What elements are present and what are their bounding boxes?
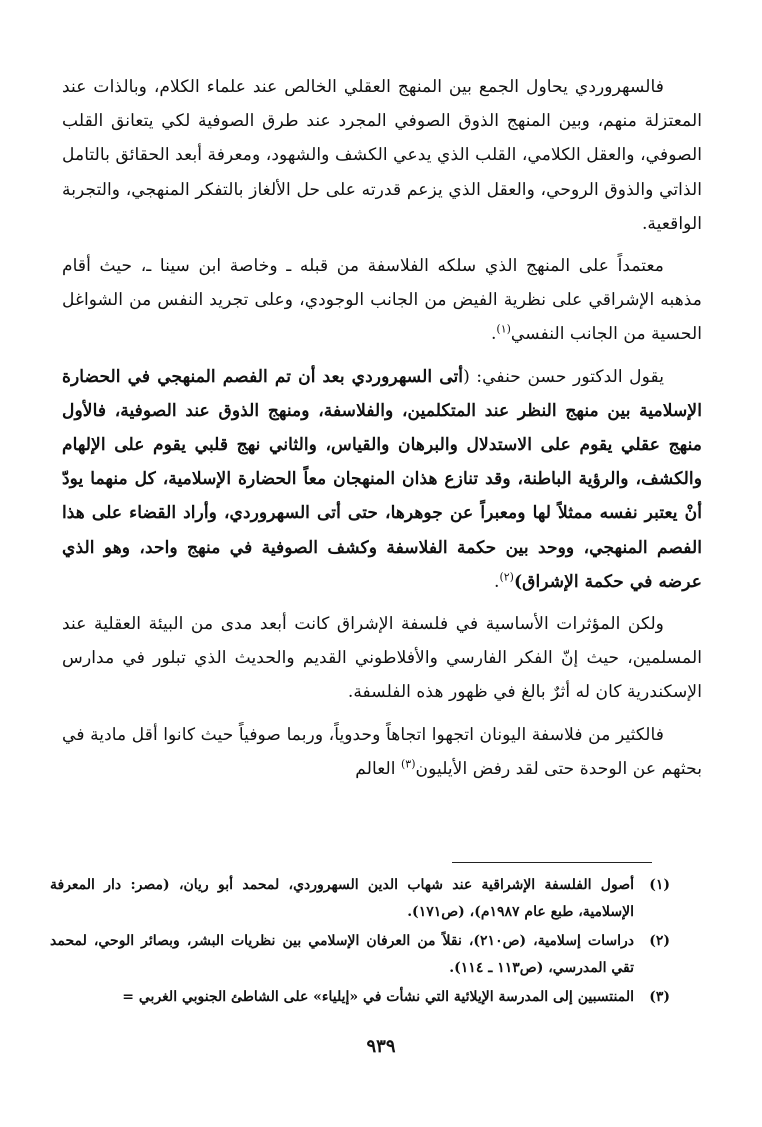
- footnote-number: (٢): [649, 933, 670, 949]
- footnote-number: (٣): [649, 989, 670, 1005]
- footnote-ref-3[interactable]: (٣): [400, 757, 416, 771]
- footnote-text: المنتسبين إلى المدرسة الإيلائية التي نشأت في «إيلياء» على الشاطئ الجنوبي الغربي =: [122, 989, 634, 1005]
- paragraph-2-text: معتمداً على المنهج الذي سلكه الفلاسفة من قبله ـ وخاصة ابن سينا ـ، حيث أقام مذهبه الإشراقي على نظرية الفيض من الجانب الوجودي، وعلى تجريد النفس من الشواغل الحسية من الجانب النفسي: [62, 256, 702, 345]
- footnote-divider: [452, 862, 652, 863]
- footnote-number: (١): [649, 877, 670, 893]
- main-text: [62, 70, 702, 794]
- footnotes: [50, 872, 670, 1013]
- paragraph-3-end: .: [493, 571, 500, 592]
- paragraph-4: ولكن المؤثرات الأساسية في فلسفة الإشراق كانت أبعد مدى من البيئة العقلية عند المسلمين، حيث إنّ الفكر الفارسي والأفلاطوني القديم والحديث الذي تبلور في مدارس الإسكندرية كان له أثرٌ بالغ في ظهور هذه الفلسفة.: [62, 614, 702, 703]
- footnote-text: أصول الفلسفة الإشراقية عند شهاب الدين السهروردي، لمحمد أبو ريان، (مصر: دار المعرفة الإسلامية، طبع عام ١٩٨٧م)، (ص١٧١).: [50, 877, 634, 920]
- page-number: ٩٣٩: [366, 1036, 396, 1057]
- footnote-2: [50, 928, 670, 982]
- paragraph-5-text: فالكثير من فلاسفة اليونان اتجهوا اتجاهاً وحدوياً، وربما صوفياً حيث كانوا أقل مادية في بحثهم عن الوحدة حتى لقد رفض الأيليون: [62, 724, 702, 779]
- paragraph-3-intro: يقول الدكتور حسن حنفي: (: [463, 366, 664, 387]
- paragraph-1: فالسهروردي يحاول الجمع بين المنهج العقلي الخالص عند علماء الكلام، وبالذات عند المعتزلة منهم، وبين المنهج الذوق الصوفي المجرد عند طرق الصوفية لكي يتعانق القلب الصوفي، والعقل الكلامي، القلب الذي يدعي الكشف والشهود، ومعرفة أبعد الحقائق بالتامل الذاتي والذوق الروحي، والعقل الذي يزعم قدرته على حل الألغاز بالتفكر المنهجي، والتجربة الواقعية.: [62, 77, 702, 234]
- paragraph-3-quote: أتى السهروردي بعد أن تم الفصم المنهجي في الحضارة الإسلامية بين منهج النظر عند المتكلمين، والفلاسفة، ومنهج الذوق عند الصوفية، فالأول منهج عقلي يقوم على الاستدلال والبرهان والقياس، والثاني نهج قلبي يقوم على الإلهام والكشف، والرؤية الباطنة، وقد تنازع هذان المنهجان معاً الحضارة الإسلامية، كل منهما يودّ أنْ يعتبر نفسه ممثلاً لها ومعبراً عن جوهرها، حتى أتى السهروردي، وأراد القضاء على هذا الفصم المنهجي، ووحد بين حكمة الفلاسفة وكشف الصوفية في منهج واحد، وهو الذي عرضه في حكمة الإشراق: [62, 366, 702, 592]
- paragraph-2: [62, 249, 702, 352]
- paragraph-5-end: العالم: [355, 758, 401, 779]
- paragraph-3: [62, 360, 702, 599]
- footnote-text: دراسات إسلامية، (ص٢١٠)، نقلاً من العرفان الإسلامي بين نظريات البشر، وبصائر الوحي، لمحمد تقي المدرسي، (ص١١٣ ـ ١١٤).: [50, 933, 634, 976]
- paragraph-3-close: ): [513, 571, 523, 592]
- footnote-ref-2[interactable]: (٢): [499, 570, 514, 584]
- paragraph-5: [62, 718, 702, 786]
- footnote-ref-1[interactable]: (١): [496, 322, 511, 336]
- paragraph-2-end: .: [490, 324, 497, 345]
- footnote-1: [50, 872, 670, 926]
- footnote-3: [50, 984, 670, 1011]
